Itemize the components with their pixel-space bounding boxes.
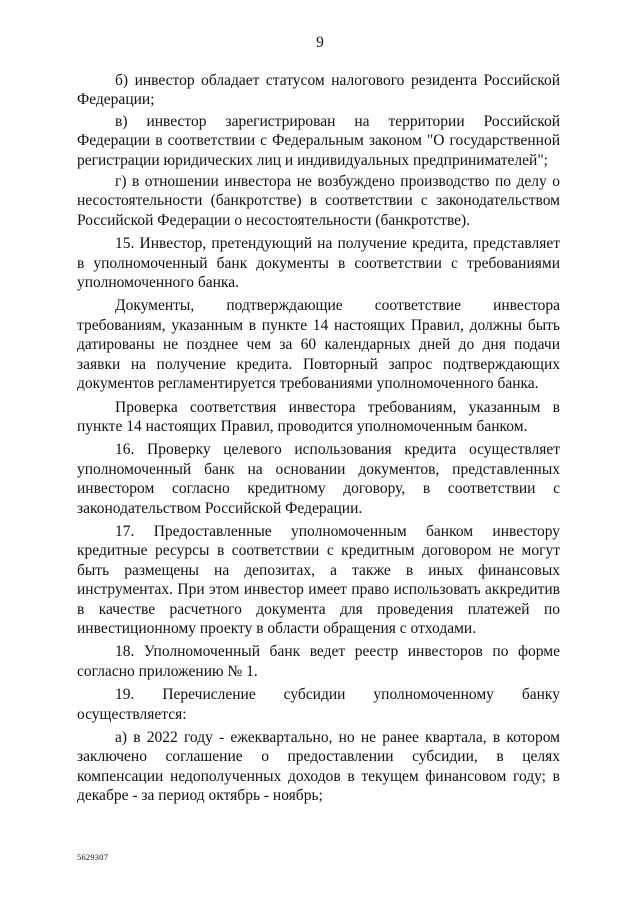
- paragraph-clause-19: 19. Перечисление субсидии уполномоченному банку осуществляется:: [77, 686, 560, 723]
- page-number: 9: [316, 34, 324, 51]
- paragraph-item-v: в) инвестор зарегистрирован на территории Российской Федерации в соответствии с Федеральным законом "О государственной регистрации юридических лиц и индивидуальных предпринимателей";: [77, 112, 560, 169]
- paragraph-documents-dating: Документы, подтверждающие соответствие инвестора требованиям, указанным в пункте 14 настоящих Правил, должны быть датированы не позднее чем за 60 календарных дней до дня подачи заявки на получение кредита. Повторный запрос подтверждающих документов регламентируется требованиями уполномоченного банка.: [77, 297, 560, 393]
- paragraph-verification: Проверка соответствия инвестора требованиям, указанным в пункте 14 настоящих Правил, проводится уполномоченным банком.: [77, 398, 560, 435]
- paragraph-clause-16: 16. Проверку целевого использования кредита осуществляет уполномоченный банк на основании документов, представленных инвестором согласно кредитному договору, в соответствии с законодательством Российской Федерации.: [77, 441, 560, 517]
- paragraph-item-b: б) инвестор обладает статусом налогового резидента Российской Федерации;: [77, 72, 560, 109]
- paragraph-item-g: г) в отношении инвестора не возбуждено производство по делу о несостоятельности (банкротстве) в соответствии с законодательством Российской Федерации о несостоятельности (банкротстве).: [77, 173, 560, 229]
- paragraph-clause-17: 17. Предоставленные уполномоченным банком инвестору кредитные ресурсы в соответствии с кредитным договором не могут быть размещены на депозитах, а также в иных финансовых инструментах. При этом инвестор имеет право использовать аккредитив в качестве расчетного документа для проведения платежей по инвестиционному проекту в области обращения с отходами.: [77, 522, 560, 637]
- paragraph-clause-15: 15. Инвестор, претендующий на получение кредита, представляет в уполномоченный банк документы в соответствии с требованиями уполномоченного банка.: [77, 235, 560, 292]
- paragraph-clause-18: 18. Уполномоченный банк ведет реестр инвесторов по форме согласно приложению № 1.: [77, 643, 560, 680]
- document-body: [77, 71, 560, 808]
- paragraph-item-a: а) в 2022 году - ежеквартально, но не ранее квартала, в котором заключено соглашение о предоставлении субсидии, в целях компенсации недополученных доходов в текущем финансовом году; в декабре - за период октябрь - ноябрь;: [77, 729, 560, 805]
- document-code: 5629307: [77, 852, 109, 862]
